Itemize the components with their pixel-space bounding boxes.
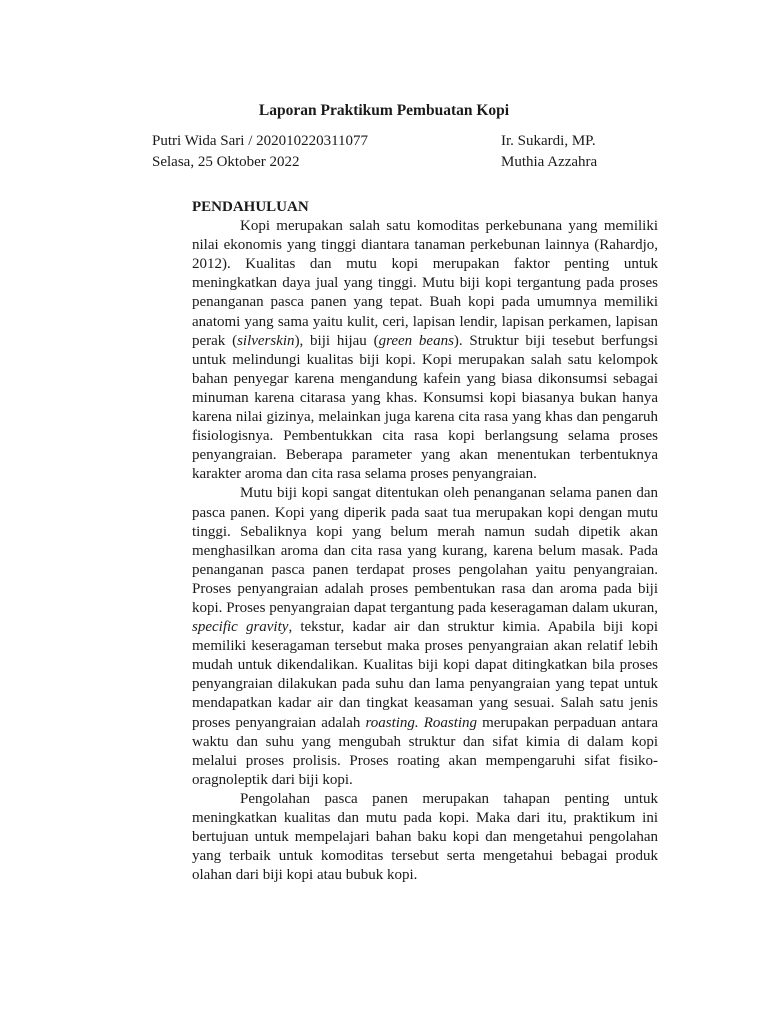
paragraph-1-italic-green-beans: green beans (378, 332, 454, 349)
paragraph-1 (192, 217, 658, 484)
paragraph-3: Pengolahan pasca panen merupakan tahapan penting untuk meningkatkan kualitas dan mutu pada kopi. Maka dari itu, praktikum ini bertujuan untuk mempelajari bahan baku kopi dan mengetahui pengolahan yang terbaik untuk komoditas tersebut serta mengetahui bebagai produk olahan dari biji kopi atau bubuk kopi. (192, 790, 658, 884)
author-info (152, 131, 368, 173)
paragraph-2-italic-roasting: roasting. Roasting (365, 714, 478, 731)
author-line: Putri Wida Sari / 202010220311077 (152, 133, 369, 149)
paragraph-2-text-c: , tekstur, kadar air dan struktur kimia. Apabila biji kopi memiliki keseragaman tersebut maka proses penyangraian akan relatif lebih mudah untuk dikendalikan. Kualitas biji kopi dapat ditingkatkan bila proses penyangraian dilakukan pada suhu dan lama penyangraian yang tepat untuk mendapatkan kadar air dan tingkat keasaman yang sesuai. Salah satu jenis proses penyangraian adalah (192, 619, 658, 731)
paragraph-2-text-a: Mutu biji kopi sangat ditentukan oleh penanganan selama panen dan pasca panen. Kopi yang diperik pada saat tua merupakan kopi dengan mutu tinggi. Sebaliknya kopi yang belum merah namun sudah dipetik akan menghasilkan aroma dan cita rasa yang kurang, karena belum masak. Pada penanganan pasca panen terdapat proses pengolahan yaitu penyangraian. Proses penyangraian adalah proses pembentukan rasa dan aroma pada biji kopi. Proses penyangraian dapat tergantung pada keseragaman dalam ukuran, (192, 485, 658, 616)
paragraph-1-text-c: ), biji hijau ( (294, 332, 379, 349)
paragraph-1-text-a: Kopi merupakan salah satu komoditas perkebunana yang memiliki nilai ekonomis yang tinggi diantara tanaman perkebunan lainnya (Rahardjo, 2012). Kualitas dan mutu kopi merupakan faktor penting untuk meningkatkan daya jual yang tinggi. Mutu biji kopi tergantung pada proses penanganan pasca panen yang tepat. Buah kopi pada umumnya memiliki anatomi yang sama yaitu kulit, ceri, lapisan lendir, lapisan perkamen, lapisan perak ( (192, 218, 658, 349)
paragraph-1-text-e: ). Struktur biji tesebut berfungsi untuk melindungi kualitas biji kopi. Kopi merupakan salah satu kelompok bahan penyegar karena mengandung kafein yang biasa dikonsumsi sebagai minuman karena citarasa yang khas. Konsumsi kopi biasanya bukan hanya karena nilai gizinya, melainkan juga karena cita rasa yang khas dan pengaruh fisiologisnya. Pembentukkan cita rasa kopi berlangsung selama proses penyangraian. Beberapa parameter yang akan menentukan terbentuknya karakter aroma dan cita rasa selama proses penyangraian. (192, 332, 658, 483)
supervisor-1: Ir. Sukardi, MP. (501, 133, 596, 149)
date-line: Selasa, 25 Oktober 2022 (152, 154, 300, 170)
section-heading: PENDAHULUAN (192, 199, 309, 215)
paragraph-2-text-e: merupakan perpaduan antara waktu dan suhu yang mengubah struktur dan sifat kimia di dalam kopi melalui proses prolisis. Proses roating akan mempengaruhi sifat fisiko-oragnoleptik dari biji kopi. (192, 714, 658, 788)
paragraph-2 (192, 484, 658, 790)
paragraph-2-italic-specific-gravity: specific gravity (192, 619, 289, 636)
supervisor-2: Muthia Azzahra (501, 154, 598, 170)
paragraph-1-italic-silverskin: silverskin (237, 332, 295, 349)
document-body (192, 198, 658, 885)
supervisor-info (501, 131, 597, 173)
document-title: Laporan Praktikum Pembuatan Kopi (258, 102, 510, 119)
